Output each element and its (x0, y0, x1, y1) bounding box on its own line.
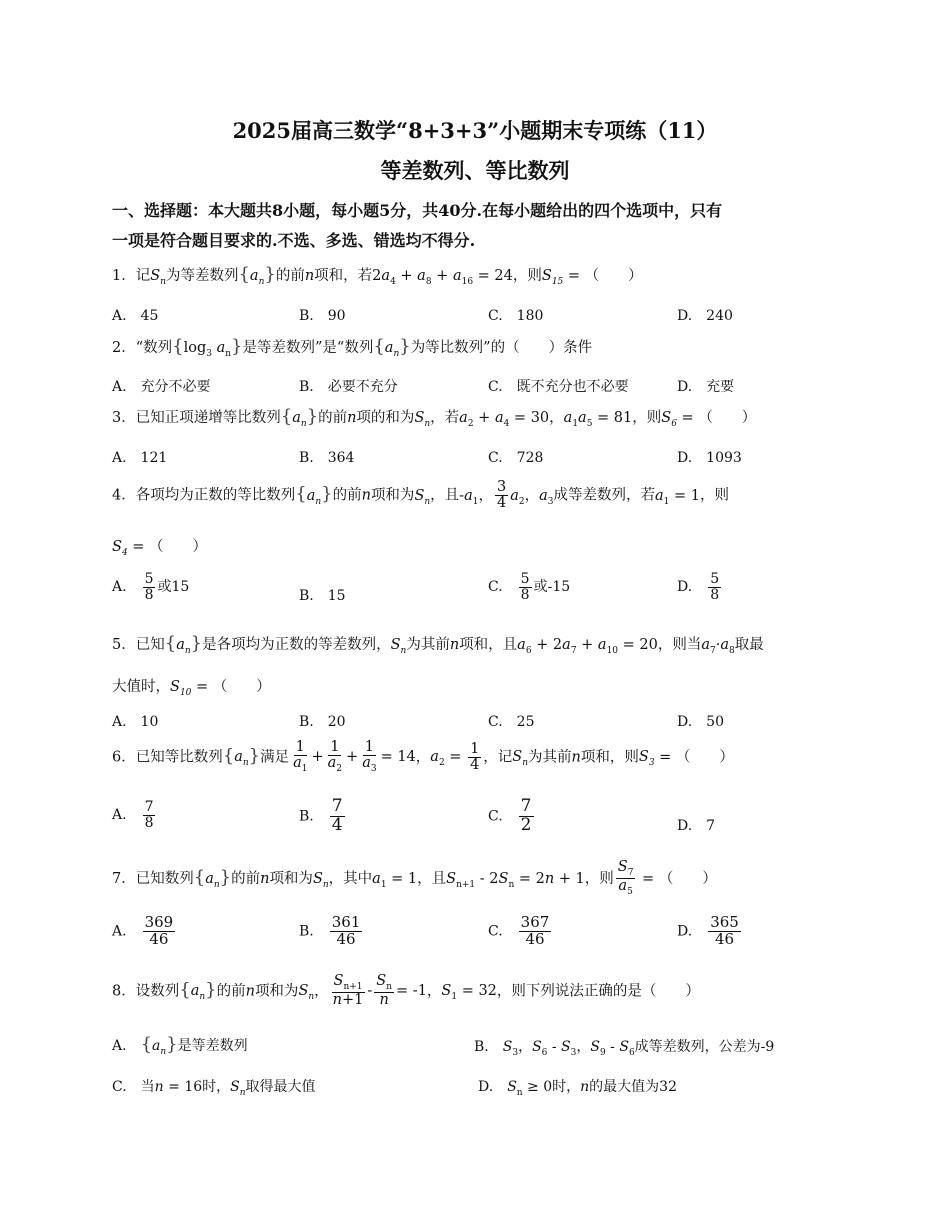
q3-text-3: ，若 (430, 410, 460, 426)
q3-option-a[interactable]: A. 121 (112, 450, 168, 466)
q7-paren: （ ） (658, 870, 717, 887)
q6-option-c[interactable]: C. $\frac{7}{2}$ (488, 796, 532, 835)
q4-text-4: 成等差数列，若 (553, 487, 655, 504)
q2-option-b[interactable]: B. 必要不充分 (299, 379, 398, 395)
q1-text-4: ，则 (512, 268, 542, 284)
q5-option-b[interactable]: B. 20 (299, 714, 346, 730)
q3-option-c[interactable]: C. 728 (488, 450, 544, 466)
q5-text-3: 项和，且 (459, 637, 518, 653)
q5-option-d[interactable]: D. 50 (677, 714, 724, 730)
q4-option-d[interactable]: D. $\frac{5}{8}$ (677, 571, 720, 603)
question-5: 5．已知$\{a_n\}$是各项均为正数的等差数列，$S_n$为其前n项和，且$a_6 + 2a_7 + a_{10} = 20$，则当$a_7\cdot a_8$取最 (112, 633, 764, 656)
q7-option-b[interactable]: B. $\frac{361}{46}$ (299, 913, 361, 948)
question-7: 7．已知数列$\{a_n\}$的前n项和为$S_n$，其中$a_1 = 1$，且$S_{n+1} - 2S_n = 2n + 1$，则 $\frac{S_7}{a_5}$ = （ ） (112, 859, 717, 898)
q8-option-c[interactable]: C. 当n = 16时，$S_n$取得最大值 (112, 1079, 316, 1098)
q1-option-a[interactable]: A. 45 (112, 308, 159, 324)
section-heading (112, 196, 842, 256)
q1-num: 1．记 (112, 268, 151, 284)
q8-num: 8．设数列 (112, 983, 180, 1000)
q5-option-a[interactable]: A. 10 (112, 714, 159, 730)
question-6: 6．已知等比数列$\{a_n\}$满足 $\frac{1}{a_1}$ + $\frac{1}{a_2}$ + $\frac{1}{a_3}$ = 14，$a_2$ = $\frac{1}{4}$ ，记$S_n$为其前n项和，则$S_3$ = （ ） (112, 739, 734, 775)
section-line-1: 一、选择题：本大题共8小题，每小题5分，共40分.在每小题给出的四个选项中，只有 (112, 201, 723, 220)
question-1: 1．记$S_n$为等差数列$\{a_n\}$的前n项和，若$2a_4 + a_8 + a_{16} = 24$，则$S_{15}$ = （ ） (112, 264, 643, 287)
q2-option-a[interactable]: A. 充分不必要 (112, 379, 211, 395)
q1-option-b[interactable]: B. 90 (299, 308, 346, 324)
q3-text-4: ， (549, 410, 564, 426)
question-8: 8．设数列$\{a_n\}$的前n项和为$S_n$， $\frac{S_{n+1}}{n+1}$ - $\frac{S_n}{n}$ = -1，$S_1 = 32$，则下列说法正确的是（ ） (112, 973, 700, 1009)
q7-option-c[interactable]: C. $\frac{367}{46}$ (488, 913, 550, 948)
q7-option-d[interactable]: D. $\frac{365}{46}$ (677, 913, 739, 948)
q7-text-3: ，其中 (328, 870, 373, 887)
q6-text-1: 满足 (260, 749, 290, 766)
q1-option-d[interactable]: D. 240 (677, 308, 733, 324)
q7-num: 7．已知数列 (112, 870, 194, 887)
q6-text-3: 为其前 (528, 749, 572, 766)
q2-num: 2．“数列 (112, 340, 173, 356)
q4-text-3: ，且 (430, 487, 460, 504)
q8-text-1: 的前 (216, 983, 246, 1000)
question-3: 3．已知正项递增等比数列$\{a_n\}$的前n项的和为$S_n$，若$a_2 + a_4 = 30$，$a_1a_5 = 81$，则$S_6$ = （ ） (112, 406, 757, 429)
q6-paren: （ ） (675, 749, 734, 766)
q5-num: 5．已知 (112, 637, 165, 653)
q8-option-a[interactable]: A. $\{a_n\}$是等差数列 (112, 1034, 248, 1057)
q8-text-2: 项和为 (254, 983, 299, 1000)
q3-option-d[interactable]: D. 1093 (677, 450, 742, 466)
q2-text-2: 为等比数列”的（ ）条件 (410, 340, 593, 356)
page-title: 2025届高三数学“8+3+3”小题期末专项练（11） (232, 118, 718, 143)
q4-text-2: 项和为 (370, 487, 415, 504)
q3-text-1: 的前 (318, 410, 348, 426)
section-line-2: 一项是符合题目要求的.不选、多选、错选均不得分. (112, 231, 476, 250)
q3-paren: （ ） (698, 410, 757, 426)
q6-text-2: ，记 (483, 749, 513, 766)
q5-text-4: ，则当 (657, 637, 702, 653)
q4-option-a[interactable]: A. $\frac{5}{8}$ 或15 (112, 571, 190, 603)
page-subtitle: 等差数列、等比数列 (380, 158, 570, 183)
q5-text-1: 是各项均为正数的等差数列， (202, 637, 391, 653)
q7-option-a[interactable]: A. $\frac{369}{46}$ (112, 913, 174, 948)
question-4-line-2: $S_4$ = （ ） (112, 539, 208, 558)
q7-text-5: ，则 (584, 870, 614, 887)
q8-text-3: ，则下列说法正确的是（ ） (496, 983, 700, 1000)
q5-text-5: 取最 (734, 637, 764, 653)
q1-option-c[interactable]: C. 180 (488, 308, 544, 324)
q3-num: 3．已知正项递增等比数列 (112, 410, 281, 426)
q6-num: 6．已知等比数列 (112, 749, 223, 766)
q1-text-2: 的前 (275, 268, 305, 284)
q4-paren: （ ） (149, 539, 208, 555)
q5-text-2: 为其前 (406, 637, 450, 653)
q5-paren: （ ） (212, 679, 271, 695)
q6-text-4: 项和，则 (580, 749, 639, 766)
q8-option-b[interactable]: B. $S_3$，$S_6 - S_3$，$S_9 - S_6$成等差数列，公差为-9 (474, 1039, 775, 1058)
q4-text-1: 的前 (332, 487, 362, 504)
question-5-line-2: 大值时，$S_{10}$ = （ ） (112, 679, 271, 698)
q7-text-4: ，且 (417, 870, 447, 887)
q1-text-1: 为等差数列 (165, 268, 239, 284)
question-2: 2．“数列{$\log_3$ $a_n$}是等差数列”是“数列$\{a_n\}$为等比数列”的（ ）条件 (112, 336, 593, 359)
q2-option-d[interactable]: D. 充要 (677, 379, 735, 395)
q6-option-d[interactable]: D. 7 (677, 818, 716, 834)
q2-text-1: 是等差数列”是“数列 (242, 340, 374, 356)
q8-option-d[interactable]: D. $S_n \ge 0$时，n的最大值为32 (478, 1079, 677, 1098)
q7-text-1: 的前 (231, 870, 261, 887)
q3-option-b[interactable]: B. 364 (299, 450, 355, 466)
q4-num: 4．各项均为正数的等比数列 (112, 487, 296, 504)
question-4: 4．各项均为正数的等比数列$\{a_n\}$的前n项和为$S_n$，且$-a_1$， $\frac{3}{4}$ $a_2$，$a_3$成等差数列，若$a_1 = 1$，则 (112, 479, 729, 512)
q3-text-5: ，则 (632, 410, 662, 426)
q3-text-2: 项的和为 (356, 410, 415, 426)
q1-text-3: 项和，若 (314, 268, 373, 284)
q4-option-b[interactable]: B. 15 (299, 588, 346, 604)
q1-paren: （ ） (584, 268, 643, 284)
q2-option-c[interactable]: C. 既不充分也不必要 (488, 379, 629, 395)
q4-option-c[interactable]: C. $\frac{5}{8}$ 或-15 (488, 571, 571, 603)
q5-option-c[interactable]: C. 25 (488, 714, 535, 730)
q7-text-2: 项和为 (269, 870, 313, 887)
q4-text-5: ，则 (699, 487, 729, 504)
q6-option-b[interactable]: B. $\frac{7}{4}$ (299, 796, 343, 835)
q6-option-a[interactable]: A. $\frac{7}{8}$ (112, 799, 154, 831)
